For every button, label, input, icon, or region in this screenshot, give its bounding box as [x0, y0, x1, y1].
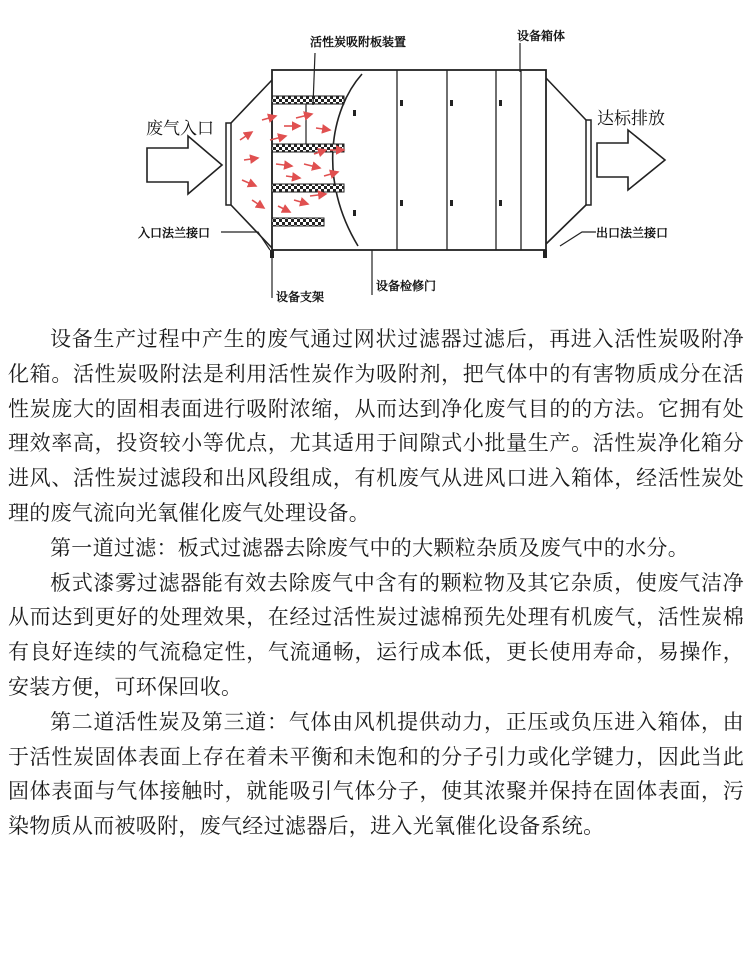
label-equipment-support: 设备支架: [276, 290, 325, 304]
paragraph-carbon-stage: 第二道活性炭及第三道：气体由风机提供动力，正压或负压进入箱体，由于活性炭固体表面上存在着未平衡和未饱和的分子引力或化学键力，因此当此固体表面与气体接触时，就能吸引气体分子，使其浓聚并保持在固体表面，污染物质从而被吸附，废气经过滤器后，进入光氧催化设备系统。: [8, 709, 744, 839]
label-exhaust-inlet: 废气入口: [146, 119, 214, 139]
outlet-arrow: [597, 130, 665, 190]
outlet-transition: [546, 78, 586, 244]
label-carbon-plate-device: 活性炭吸附板装置: [310, 35, 407, 49]
label-inlet-flange: 入口法兰接口: [138, 226, 211, 240]
label-outlet-flange: 出口法兰接口: [596, 226, 669, 240]
paragraph-intro: 设备生产过程中产生的废气通过网状过滤器过滤后，再进入活性炭吸附净化箱。活性炭吸附法是利用活性炭作为吸附剂，把气体中的有害物质成分在活性炭庞大的固相表面进行吸附浓缩，从而达到净化废气目的的方法。它拥有处理效率高，投资较小等优点，尤其适用于间隙式小批量生产。活性炭净化箱分进风、活性炭过滤段和出风段组成，有机废气从进风口进入箱体，经活性炭处理的废气流向光氧催化废气处理设备。: [8, 327, 744, 525]
paragraph-plate-filter: 板式漆雾过滤器能有效去除废气中含有的颗粒物及其它杂质，使废气洁净从而达到更好的处理效果，在经过活性炭过滤棉预先处理有机废气，活性炭棉有良好连续的气流稳定性，气流通畅，运行成本低，更长使用寿命，易操作，安装方便，可环保回收。: [8, 570, 744, 699]
inlet-flange-plate: [226, 123, 231, 205]
outlet-flange-plate: [586, 120, 591, 205]
diagram-svg: [0, 0, 750, 315]
label-inspection-door: 设备检修门: [376, 279, 437, 293]
article-body: [8, 322, 744, 844]
inlet-arrow: [147, 136, 222, 194]
paragraph-first-filter: 第一道过滤：板式过滤器去除废气中的大颗粒杂质及废气中的水分。: [50, 535, 689, 560]
label-equipment-box: 设备箱体: [517, 29, 566, 43]
label-discharge: 达标排放: [597, 109, 665, 129]
inlet-transition: [231, 80, 272, 248]
equipment-diagram: [0, 0, 750, 315]
